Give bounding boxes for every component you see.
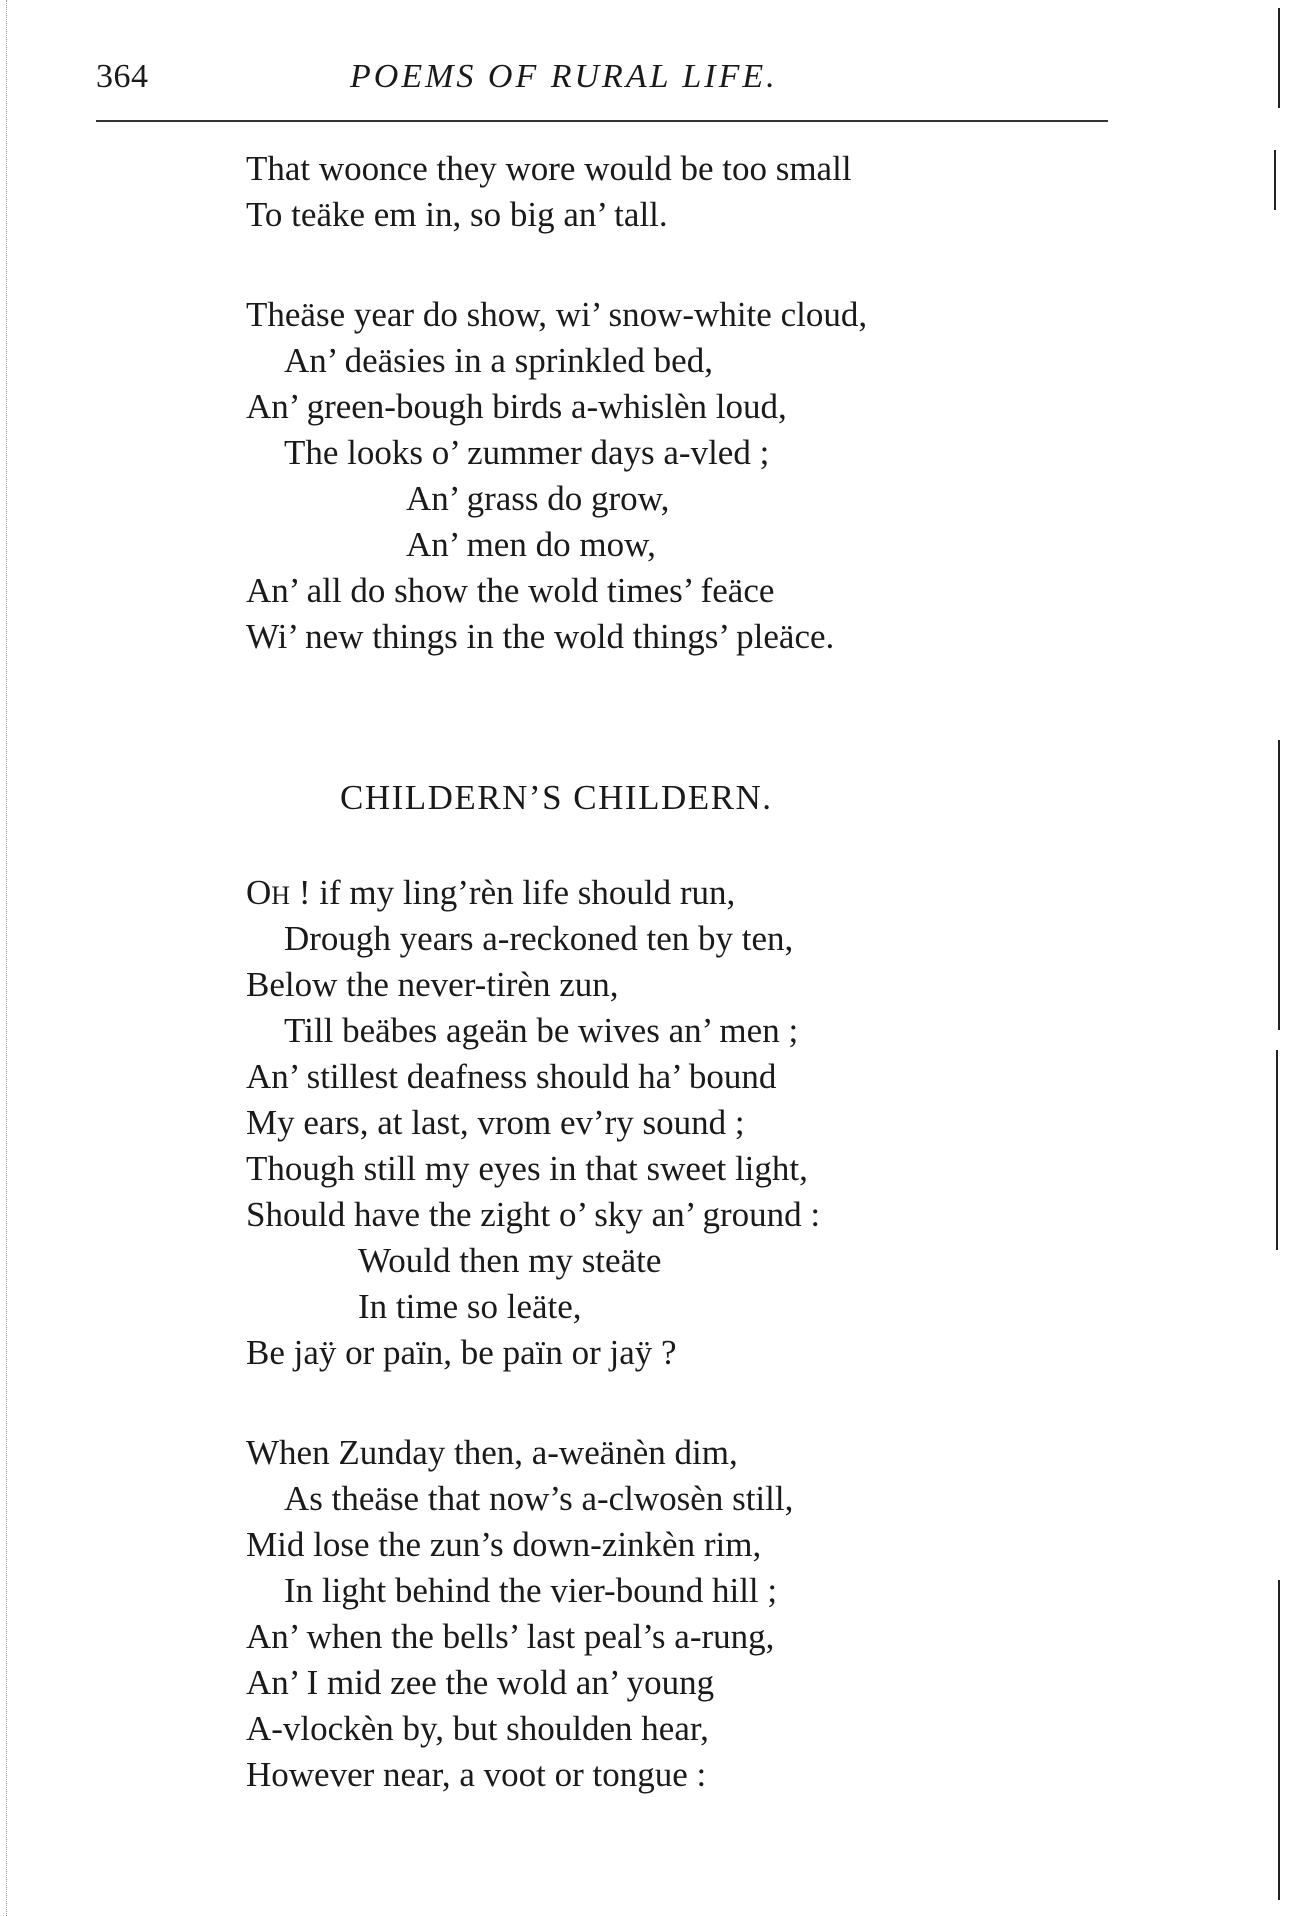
- verse-line: However near, a voot or tongue :: [246, 1755, 707, 1794]
- verse-line: Be jaÿ or païn, be païn or jaÿ ?: [246, 1333, 677, 1372]
- drop-initial: O: [246, 873, 272, 912]
- binding-rule: [1278, 740, 1280, 1030]
- verse-line: An’ when the bells’ last peal’s a-rung,: [246, 1617, 775, 1656]
- poem-title: CHILDERN’S CHILDERN.: [340, 778, 773, 817]
- verse-line: An’ green-bough birds a-whislèn loud,: [246, 387, 787, 426]
- verse-line: In time so leäte,: [358, 1287, 582, 1326]
- verse-line: In light behind the vier-bound hill ;: [284, 1571, 778, 1610]
- verse-line: Drough years a-reckoned ten by ten,: [284, 919, 794, 958]
- verse-line: A-vlockèn by, but shoulden hear,: [246, 1709, 709, 1748]
- verse-line: An’ stillest deafness should ha’ bound: [246, 1057, 777, 1096]
- verse-line: Mid lose the zun’s down-zinkèn rim,: [246, 1525, 762, 1564]
- binding-rule: [1278, 8, 1280, 108]
- verse-line: Though still my eyes in that sweet light,: [246, 1149, 808, 1188]
- first-line-text: ! if my ling’rèn life should run,: [290, 873, 736, 912]
- verse-line: An’ I mid zee the wold an’ young: [246, 1663, 715, 1702]
- verse-line: That woonce they wore would be too small: [246, 149, 852, 188]
- verse-line-first: [246, 870, 735, 919]
- verse-line: Theäse year do show, wi’ snow-white cloud,: [246, 295, 868, 334]
- verse-line: An’ all do show the wold times’ feäce: [246, 571, 775, 610]
- binding-rule: [1278, 1580, 1280, 1900]
- verse-line: Would then my steäte: [358, 1241, 662, 1280]
- verse-line: As theäse that now’s a-clwosèn still,: [284, 1479, 794, 1518]
- verse-line: Below the never-tirèn zun,: [246, 965, 619, 1004]
- binding-rule: [1274, 150, 1276, 210]
- verse-line: An’ deäsies in a sprinkled bed,: [284, 341, 713, 380]
- verse-line: Should have the zight o’ sky an’ ground :: [246, 1195, 821, 1234]
- page-number: 364: [96, 58, 149, 95]
- verse-line: To teäke em in, so big an’ tall.: [246, 195, 668, 234]
- header-rule: [96, 120, 1108, 122]
- verse-line: The looks o’ zummer days a-vled ;: [284, 433, 770, 472]
- verse-line: An’ grass do grow,: [406, 479, 670, 518]
- verse-line: My ears, at last, vrom ev’ry sound ;: [246, 1103, 745, 1142]
- running-title: POEMS OF RURAL LIFE.: [350, 58, 778, 95]
- verse-line: An’ men do mow,: [406, 525, 656, 564]
- verse-line: When Zunday then, a-weänèn dim,: [246, 1433, 738, 1472]
- binding-rule: [1276, 1050, 1278, 1250]
- page-edge: [6, 0, 7, 1916]
- verse-line: Till beäbes ageän be wives an’ men ;: [284, 1011, 799, 1050]
- verse-line: Wi’ new things in the wold things’ pleäce.: [246, 617, 835, 656]
- small-caps: H: [271, 881, 291, 910]
